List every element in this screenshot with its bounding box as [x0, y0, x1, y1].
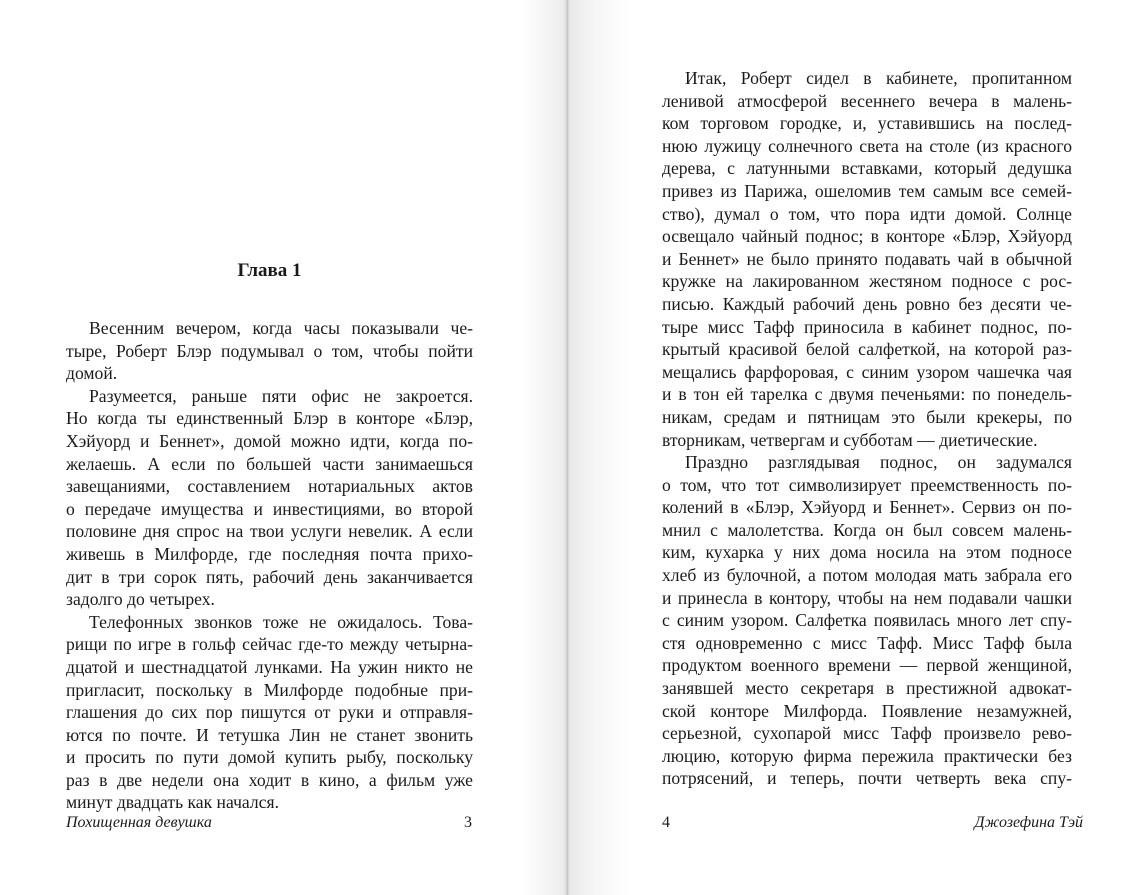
text-line: дерева, с латунными вставками, который дедушка [662, 158, 1072, 179]
text-line: раз в две недели она ходит в кино, а фильм уже [66, 769, 473, 790]
text-line: крытый красивой белой салфеткой, на которой раз- [662, 339, 1072, 360]
page-number-left: 3 [464, 814, 472, 831]
text-line: задолго до четырех. [66, 589, 215, 610]
text-line: занявшей место секретаря в престижной адвокат- [662, 678, 1072, 699]
text-line: тыре мисс Тафф приносила в кабинет поднос, по- [662, 316, 1072, 337]
text-line: ким, кухарка у них дома носила на этом подносе [662, 542, 1072, 563]
text-line: люцию, которую фирма пережила практически без [662, 745, 1072, 766]
text-line: Праздно разглядывая поднос, он задумался [685, 452, 1072, 473]
text-line: и Беннет» не было принято подавать чай в обычной [662, 248, 1072, 269]
running-footer-book-title: Похищенная девушка [66, 814, 212, 831]
text-line: кружке на лакированном жестяном подносе с рос- [662, 271, 1072, 292]
text-line: половине дня спрос на твои услуги невелик. А если [66, 521, 473, 542]
text-line: стя одновременно с мисс Тафф. Мисс Тафф была [662, 632, 1072, 653]
text-line: потрясений, и теперь, почти четверть века спу- [662, 768, 1072, 789]
text-line: вторникам, четвергам и субботам — диетические. [662, 429, 1038, 450]
running-footer-author: Джозефина Тэй [974, 814, 1083, 831]
text-line: мещались фарфоровая, с синим узором чашечка чая [662, 361, 1072, 382]
text-line: хлеб из булочной, а потом молодая мать забрала его [662, 565, 1072, 586]
text-line: рищи по игре в гольф сейчас где-то между четырна- [66, 634, 473, 655]
text-line: привез из Парижа, ошеломив тем самым все семей- [662, 180, 1072, 201]
book-spine [567, 0, 568, 895]
text-line: и просить по пути домой купить рыбу, поскольку [66, 747, 473, 768]
text-line: колений в «Блэр, Хэйуорд и Беннет». Сервиз он по- [662, 497, 1072, 518]
text-line: серьезной, сухопарой мисс Тафф произвело рево- [662, 723, 1072, 744]
text-line: Разумеется, раньше пяти офис не закроется. [89, 385, 473, 406]
text-line: ются по почте. И тетушка Лин не станет звонить [66, 724, 473, 745]
text-line: с синим узором. Салфетка появилась много лет спу- [662, 610, 1072, 631]
text-line: ство), думал о том, что пора идти домой. Солнце [662, 203, 1072, 224]
text-line: о передаче имущества и инвестициями, во второй [66, 498, 473, 519]
right-page-body [662, 67, 1072, 790]
text-line: ской конторе Милфорда. Появление незамужней, [662, 700, 1072, 721]
text-line: Но когда ты единственный Блэр в конторе «Блэр, [66, 408, 473, 429]
text-line: ком торговом городке, и, уставившись на послед- [662, 113, 1072, 134]
text-line: Хэйуорд и Беннет», домой можно идти, когда по- [66, 430, 473, 451]
left-page-body [66, 317, 473, 814]
text-line: дцатой и шестнадцатой лунками. На ужин никто не [66, 656, 473, 677]
text-line: пригласит, поскольку в Милфорде подобные при- [66, 679, 473, 700]
text-line: нюю лужицу солнечного света на столе (из красного [662, 135, 1072, 156]
text-line: писью. Каждый рабочий день ровно без десяти че- [662, 293, 1072, 314]
text-line: никам, средам и пятницам это были крекеры, по [662, 406, 1072, 427]
chapter-title: Глава 1 [237, 260, 302, 281]
page-number-right: 4 [662, 814, 670, 831]
text-line: и принесла в контору, чтобы на нем подавали чашки [662, 587, 1072, 608]
text-line: и в тон ей тарелка с двумя печеньями: по понедель- [662, 384, 1072, 405]
text-line: тыре, Роберт Блэр подумывал о том, чтобы пойти [66, 340, 473, 361]
text-line: ленивой атмосферой весеннего вечера в малень- [662, 90, 1072, 111]
text-line: желаешь. А если по большей части занимаешься [66, 453, 473, 474]
text-line: Телефонных звонков тоже не ожидалось. Това- [89, 611, 473, 632]
text-line: продуктом военного времени — первой женщиной, [662, 655, 1072, 676]
text-line: Итак, Роберт сидел в кабинете, пропитанном [685, 68, 1072, 88]
text-line: мнил с малолетства. Когда он был совсем малень- [662, 519, 1072, 540]
text-line: освещало чайный поднос; в конторе «Блэр, Хэйуорд [662, 226, 1072, 247]
text-line: завещаниями, составлением нотариальных актов [66, 476, 473, 497]
text-line: живешь в Милфорде, где последняя почта прихо- [66, 543, 473, 564]
text-line: Весенним вечером, когда часы показывали че- [89, 318, 473, 338]
text-line: домой. [66, 363, 118, 384]
text-line: глашения до сих пор пишутся от руки и отправля- [66, 702, 473, 723]
text-line: минут двадцать как начался. [66, 792, 279, 813]
text-line: о том, что тот символизирует преемственность по- [662, 474, 1072, 495]
text-line: дит в три сорок пять, рабочий день заканчивается [66, 566, 473, 587]
